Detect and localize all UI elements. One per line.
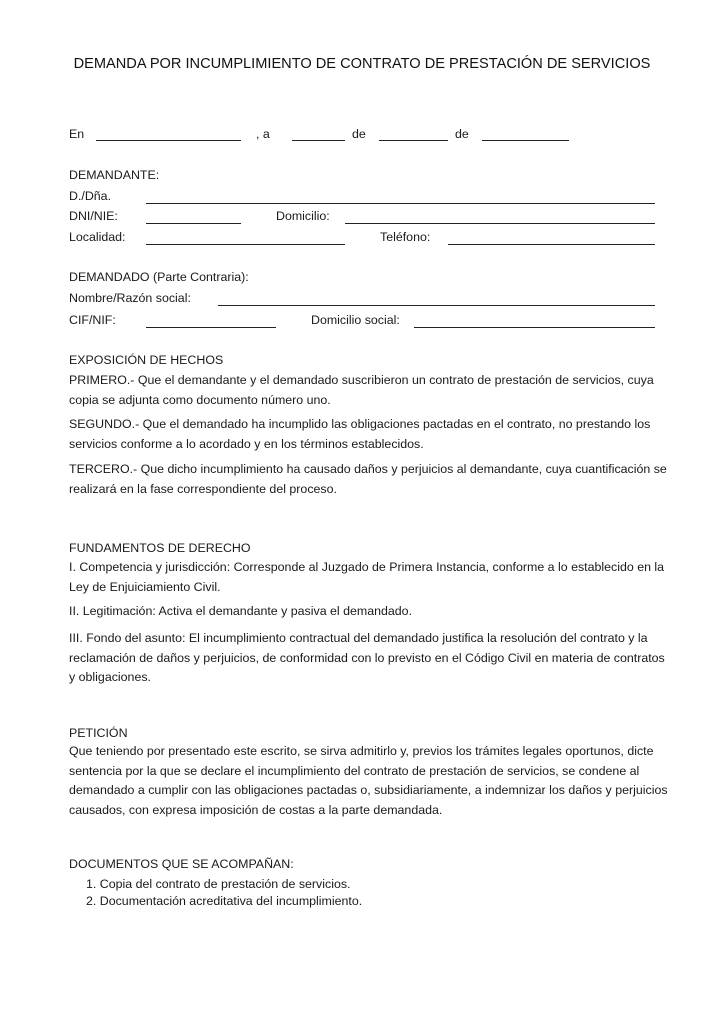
demandado-heading: DEMANDADO (Parte Contraria):: [69, 270, 249, 284]
label-dni: DNI/NIE:: [69, 209, 118, 223]
documentos-heading: DOCUMENTOS QUE SE ACOMPAÑAN:: [69, 857, 294, 871]
field-cif-line[interactable]: [146, 327, 276, 328]
document-title: DEMANDA POR INCUMPLIMIENTO DE CONTRATO DE PRESTACIÓN DE SERVICIOS: [73, 56, 651, 72]
documento-item: 1. Copia del contrato de prestación de servicios.: [86, 877, 351, 891]
documento-item: 2. Documentación acreditativa del incumplimiento.: [86, 894, 363, 908]
hecho-primero: PRIMERO.- Que el demandante y el demandado suscribieron un contrato de prestación de servicios, cuya copia se adjunta como documento número uno.: [69, 373, 654, 407]
hechos-heading: EXPOSICIÓN DE HECHOS: [69, 353, 224, 367]
label-domicilio-social: Domicilio social:: [311, 313, 400, 327]
field-dni-line[interactable]: [146, 223, 241, 224]
label-cif: CIF/NIF:: [69, 313, 116, 327]
peticion-heading: PETICIÓN: [69, 726, 128, 740]
label-telefono: Teléfono:: [380, 230, 431, 244]
hecho-tercero: TERCERO.- Que dicho incumplimiento ha causado daños y perjuicios al demandante, cuya cuantificación se realizará en la fase correspondiente del proceso.: [69, 462, 667, 496]
label-de-1: de: [352, 127, 366, 141]
field-city-line[interactable]: [96, 140, 241, 141]
field-domicilio-line[interactable]: [345, 223, 655, 224]
label-en: En: [69, 127, 85, 141]
documentos-list: [86, 876, 362, 910]
label-de-2: de: [455, 127, 469, 141]
field-day-line[interactable]: [292, 140, 345, 141]
peticion-text: Que teniendo por presentado este escrito, se sirva admitirlo y, previos los trámites legales oportunos, dicte sentencia por la que se declare el incumplimiento del contrato de prestación de servicios, se condene al demandado a cumplir con las obligaciones pactadas o, subsidiariamente, a indemnizar los daños y perjuicios causados, con expresa imposición de costas a la parte demandada.: [69, 744, 668, 817]
demandante-heading: DEMANDANTE:: [69, 168, 160, 182]
fundamento-competencia: I. Competencia y jurisdicción: Corresponde al Juzgado de Primera Instancia, conforme a lo establecido en la Ley de Enjuiciamiento Civil.: [69, 560, 665, 594]
label-name: D./Dña.: [69, 189, 112, 203]
field-localidad-line[interactable]: [146, 244, 345, 245]
field-year-line[interactable]: [482, 140, 569, 141]
field-demandante-name-line[interactable]: [146, 203, 655, 204]
label-nombre-razon: Nombre/Razón social:: [69, 291, 191, 305]
fundamentos-heading: FUNDAMENTOS DE DERECHO: [69, 541, 251, 555]
field-razon-social-line[interactable]: [218, 305, 655, 306]
fundamento-legitimacion: II. Legitimación: Activa el demandante y pasiva el demandado.: [69, 604, 413, 618]
label-localidad: Localidad:: [69, 230, 126, 244]
field-domicilio-social-line[interactable]: [414, 327, 655, 328]
label-domicilio: Domicilio:: [276, 209, 330, 223]
fundamento-fondo: III. Fondo del asunto: El incumplimiento contractual del demandado justifica la resolución del contrato y la reclamación de daños y perjuicios, de conformidad con lo previsto en el Código Civil en materia de contratos y obligaciones.: [69, 631, 665, 684]
hecho-segundo: SEGUNDO.- Que el demandado ha incumplido las obligaciones pactadas en el contrato, no prestando los servicios conforme a lo acordado y en los términos establecidos.: [69, 417, 651, 451]
field-telefono-line[interactable]: [448, 244, 655, 245]
field-month-line[interactable]: [379, 140, 448, 141]
label-a: , a: [256, 127, 270, 141]
